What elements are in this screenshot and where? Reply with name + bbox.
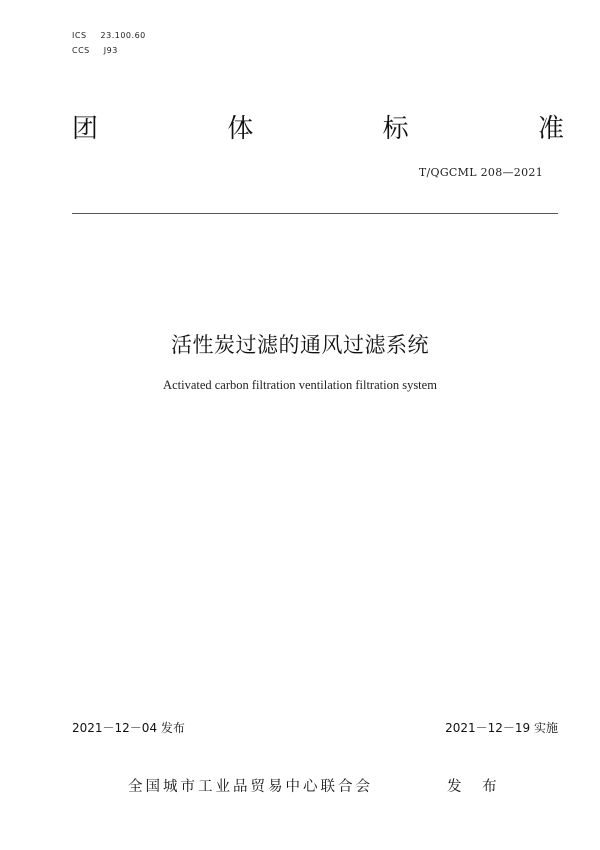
standard-type-char: 准 bbox=[537, 114, 564, 144]
ccs-value: J93 bbox=[103, 46, 118, 55]
header-divider bbox=[72, 213, 558, 214]
ics-label: ICS bbox=[72, 31, 87, 40]
standard-type-heading bbox=[72, 116, 564, 142]
ccs-code bbox=[72, 46, 118, 55]
ics-value: 23.100.60 bbox=[100, 31, 146, 40]
standard-type-char: 体 bbox=[227, 114, 254, 144]
standard-type-char: 标 bbox=[382, 114, 409, 144]
document-title-chinese: 活性炭过滤的通风过滤系统 bbox=[171, 333, 429, 357]
publisher-name: 全国城市工业品贸易中心联合会 bbox=[128, 779, 373, 795]
standard-number: T/QGCML 208—2021 bbox=[418, 166, 543, 179]
publish-label: 发 布 bbox=[447, 779, 505, 795]
issue-date: 2021－12－04 发布 bbox=[72, 721, 185, 735]
ccs-label: CCS bbox=[72, 46, 90, 55]
implementation-date: 2021－12－19 实施 bbox=[445, 721, 558, 735]
standard-type-char: 团 bbox=[72, 114, 99, 144]
document-title-english: Activated carbon filtration ventilation filtration system bbox=[163, 378, 437, 392]
ics-code bbox=[72, 31, 146, 40]
